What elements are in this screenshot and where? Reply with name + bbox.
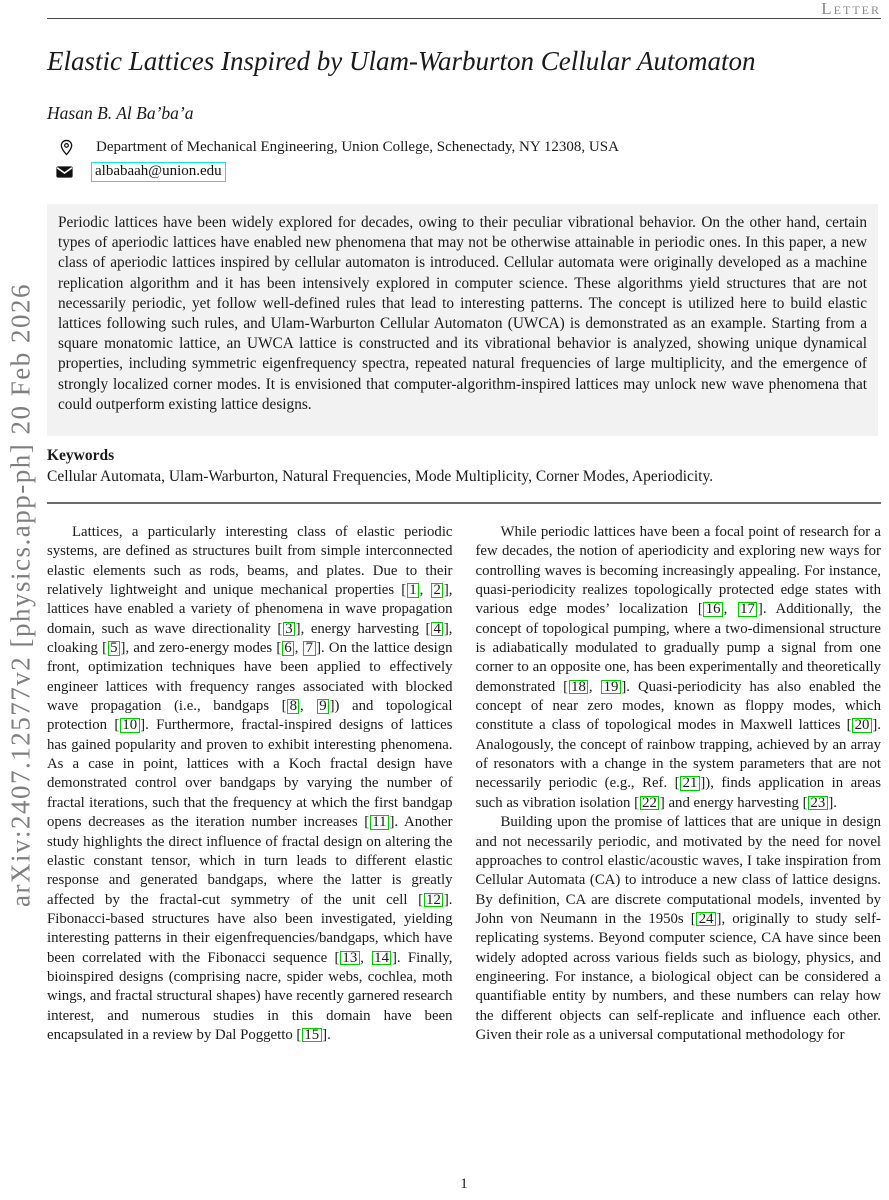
citation-link[interactable]: 1 [407,583,419,598]
email-row [56,162,226,182]
citation-link[interactable]: 9 [317,699,329,714]
citation-link[interactable]: 17 [738,602,758,617]
left-column [47,523,453,1045]
citation-link[interactable]: 22 [640,796,660,811]
citation-link[interactable]: 7 [303,641,315,656]
location-pin-icon [58,139,75,156]
paper-title: Elastic Lattices Inspired by Ulam-Warburton Cellular Automaton [47,46,756,76]
header-letter-label: Letter [821,0,881,18]
abstract-box: Periodic lattices have been widely explored for decades, owing to their peculiar vibrational behavior. On the other hand, certain types of aperiodic lattices have enabled new phenomena that may not be otherwise attainable in periodic ones. In this paper, a new class of aperiodic lattices inspired by cellular automaton is introduced. Cellular automata were originally developed as a machine replication algorithm and it has been intensively explored in computer science. These algorithms yield structures that are not necessarily periodic, yet follow well-defined rules that lead to interesting patterns. The concept is utilized here to build elastic lattices following such rules, and Ulam-Warburton Cellular Automaton (UWCA) is demonstrated as an example. Starting from a square monatomic lattice, an UWCA lattice is constructed and its vibrational behavior is analyzed, showing unique dynamical properties, including symmetric eigenfrequency spectra, repeated natural frequencies of large multiplicity, and the emergence of strongly localized corner modes. It is envisioned that computer-algorithm-inspired lattices may unlock new wave phenomena that could outperform existing lattice designs. [47,204,878,436]
citation-link[interactable]: 12 [424,893,444,908]
arxiv-watermark: arXiv:2407.12577v2 [physics.app-ph] 20 Feb 2026 [5,283,36,907]
citation-link[interactable]: 21 [680,776,700,791]
body-paragraph-left-1: Lattices, a particularly interesting class of elastic periodic systems, are defined as structures built from simple interconnected elastic elements such as rods, beams, and plates. Due to their relatively lightweight and unique mechanical properties [ 1 , 2 ], lattices have enabled a variety of phenomena in wave propagation domain, such as wave directionality [ 3 ], energy harvesting [ 4 ], cloaking [ 5 ], and zero-energy modes [ 6 , 7 ]. On the lattice design front, optimization techniques have been applied to effectively engineer lattices with frequency ranges associated with blocked wave propagation (i.e., bandgaps [ 8 , 9 ]) and topological protection [ 10 ]. Furthermore, fractal-inspired designs of lattices has gained popularity and proven to exhibit interesting phenomena. As a case in point, lattices with a Koch fractal design have demonstrated control over bandgaps by varying the number of fractal iterations, such that the frequency at which the first bandgap opens decreases as the iteration number increases [ 11 ]. Another study highlights the direct influence of fractal design on altering the elastic constant tensor, which in turn leads to different elastic response and generated bandgaps, where the latter is greatly affected by the fractal-cut symmetry of the unit cell [ 12 ]. Fibonacci-based structures have also been investigated, yielding interesting patterns in their eigenfrequencies/bandgaps, which have been correlated with the Fibonacci sequence [ 13 , 14 ]. Finally, bioinspired designs (comprising nacre, spider webs, cochlea, moth wings, and fractal structural shapes) have recently garnered research interest, and numerous studies in this domain have been encapsulated in a review by Dal Poggetto [ 15 ]. [47,524,453,1043]
body-paragraph-right-1: While periodic lattices have been a focal point of research for a few decades, the notion of aperiodicity and exploring new ways for controlling waves is becoming increasingly appealing. For instance, quasi-periodicity realizes topologically protected edge states with various edge modes’ localization [ 16 , 17 ]. Additionally, the concept of topological pumping, where a two-dimensional structure is adiabatically modulated to gradually pump a signal from one corner to an opposite one, has been experimentally and theoretically demonstrated [ 18 , 19 ]. Quasi-periodicity has also enabled the concept of near zero modes, known as floppy modes, which constitute a class of topological modes in Maxwell lattices [ 20 ]. Analogously, the concept of rainbow trapping, achieved by an array of resonators with a change in the system parameters that are not necessarily periodic (e.g., Ref. [ 21 ]), finds application in areas such as vibration isolation [ 22 ] and energy harvesting [ 23 ]. [475,524,882,811]
keywords-section [47,447,878,486]
citation-link[interactable]: 10 [120,718,140,733]
right-column [476,523,882,1045]
citation-link[interactable]: 8 [287,699,299,714]
citation-link[interactable]: 24 [696,912,716,927]
header-rule [47,18,881,19]
citation-link[interactable]: 2 [431,583,443,598]
body-paragraph-right-2: Building upon the promise of lattices that are unique in design and not necessarily periodic, and motivated by the need for novel approaches to control elastic/acoustic waves, I take inspiration from Cellular Automata (CA) to introduce a new class of lattice designs. By definition, CA are discrete computational models, invented by John von Neumann in the 1950s [ 24 ], originally to study self-replicating systems. Beyond computer science, CA have since been widely adopted across various fields such as biology, physics, and engineering. For instance, a biological object can be considered a quantifiable entity by numbers, and these numbers can relay how the different objects can self-replicate and influence each other. Given their role as a universal computational methodology for [475,814,881,1043]
body-columns [47,523,881,1045]
citation-link[interactable]: 11 [370,815,389,830]
affiliation-row [58,139,619,156]
section-divider [47,502,881,504]
citation-link[interactable]: 16 [703,602,723,617]
citation-link[interactable]: 13 [340,951,360,966]
citation-link[interactable]: 5 [108,641,120,656]
citation-link[interactable]: 4 [431,622,443,637]
page-number: 1 [460,1176,468,1192]
citation-link[interactable]: 18 [569,680,589,695]
citation-link[interactable]: 3 [283,622,295,637]
citation-link[interactable]: 6 [282,641,294,656]
citation-link[interactable]: 20 [852,718,872,733]
keywords-text: Cellular Automata, Ulam-Warburton, Natural Frequencies, Mode Multiplicity, Corner Modes, Aperiodicity. [47,468,714,485]
email-link[interactable]: albabaah@union.edu [91,162,226,182]
author-name: Hasan B. Al Ba’ba’a [47,103,194,123]
citation-link[interactable]: 19 [601,680,621,695]
envelope-icon [56,166,73,178]
citation-link[interactable]: 14 [372,951,392,966]
keywords-label: Keywords [47,447,115,464]
citation-link[interactable]: 15 [302,1028,322,1043]
citation-link[interactable]: 23 [808,796,828,811]
affiliation-text: Department of Mechanical Engineering, Union College, Schenectady, NY 12308, USA [96,139,619,155]
